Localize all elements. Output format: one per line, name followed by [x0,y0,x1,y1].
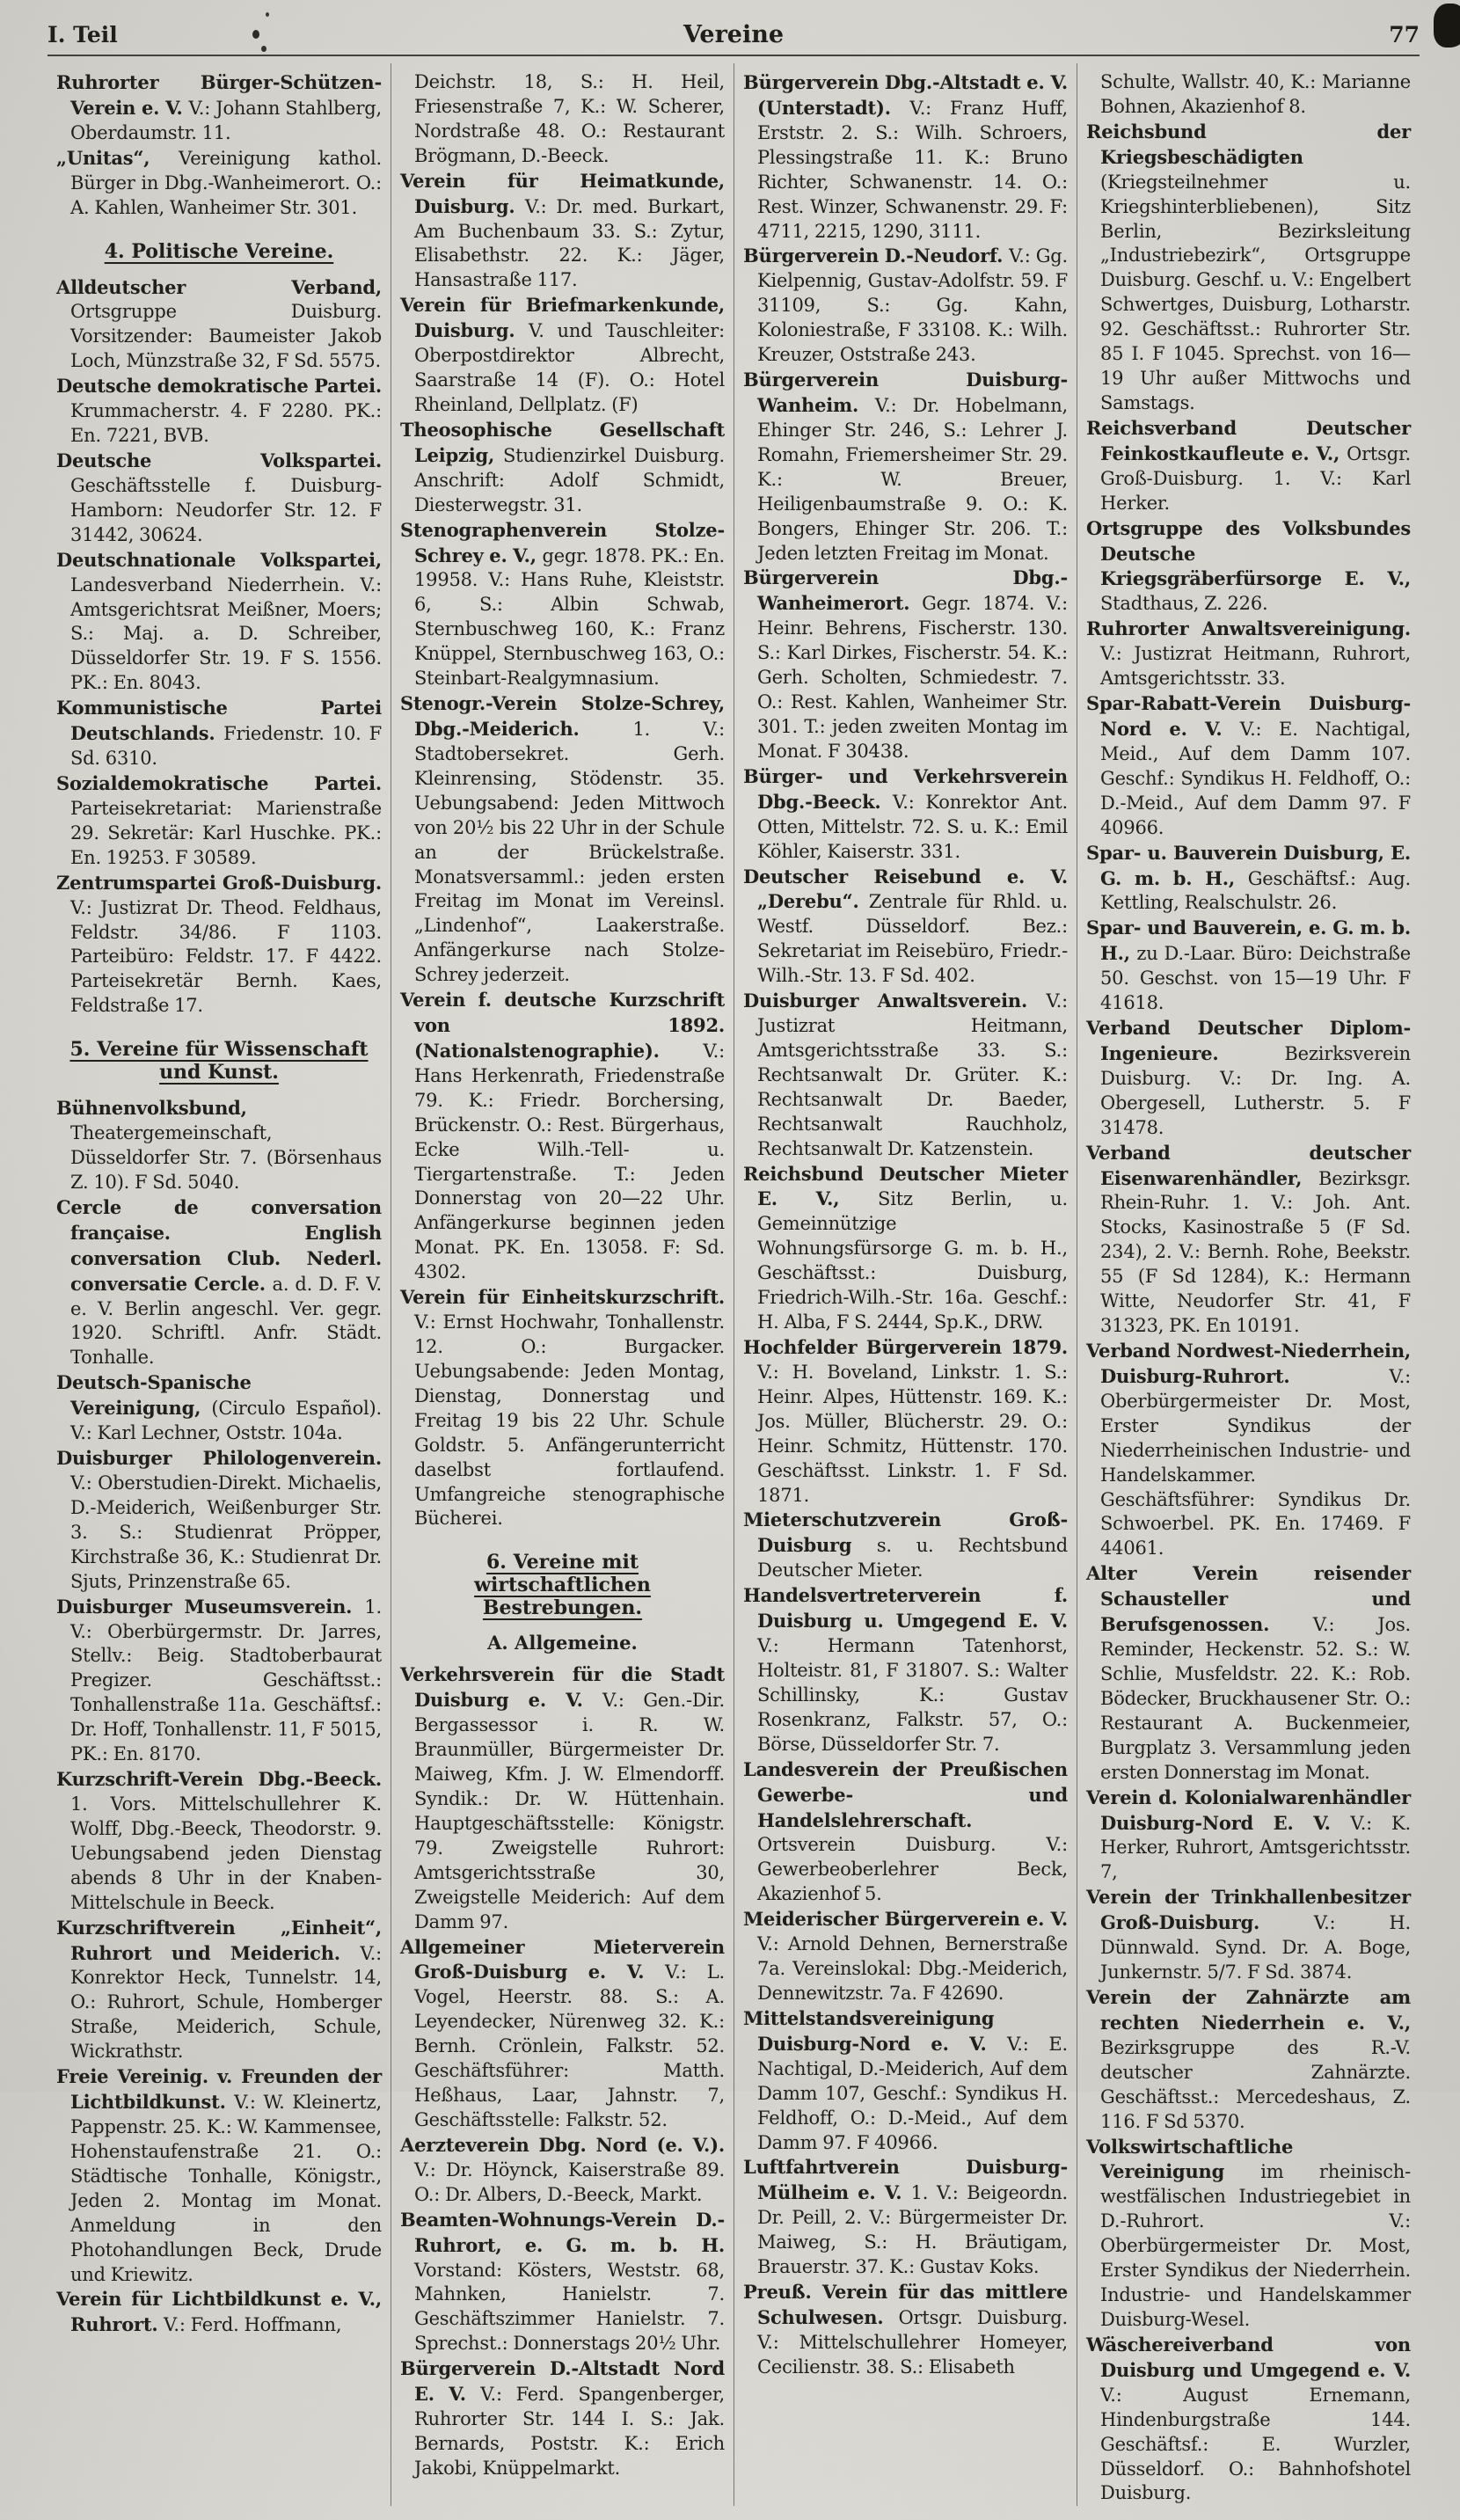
directory-entry: Volkswirtschaftliche Vereinigung im rheinisch-westfälischen Industriegebiet in D.-Ruhrort. V.: Oberbürgermeister Dr. Most, Erster Syndikus der Niederrhein. Industrie- und Handelskammer Duisburg-Wesel. [1086,2135,1411,2330]
directory-entry: Spar- u. Bauverein Duisburg, E. G. m. b. H., Geschäftsf.: Aug. Kettling, Realschulstr. 26. [1086,841,1411,914]
directory-entry: Hochfelder Bürgerverein 1879. V.: H. Boveland, Linkstr. 1. S.: Heinr. Alpes, Hüttenstr. 169. K.: Jos. Müller, Blücherstr. 29. O.: Heinr. Schmitz, Hüttenstr. 170. Geschäftsst. Linkstr. 1. F Sd. 1871. [743,1336,1068,1506]
directory-entry: Verband Deutscher Diplom-Ingenieure. Bezirksverein Duisburg. V.: Dr. Ing. A. Obergesell, Lutherstr. 5. F 31478. [1086,1017,1411,1138]
scan-artifact [1434,4,1460,47]
entry-name: Verkehrsverein für die Stadt Duisburg e. V. [400,1663,725,1712]
section-heading: 4. Politische Vereine. [104,239,334,263]
entry-name: Bürger- und Verkehrsverein Dbg.-Beeck. [743,764,1068,813]
entry-name: Deutscher Reisebund e. V. „Derebu“. [743,865,1068,913]
entry-name: Deutsche demokratische Partei. [56,375,382,398]
entry-name: Aerzteverein Dbg. Nord (e. V.). [400,2133,725,2156]
directory-column-3 [734,63,1077,2506]
directory-entry: Verein f. deutsche Kurzschrift von 1892. (Nationalstenographie). V.: Hans Herkenrath, Friedenstraße 79. K.: Friedr. Borchersing, Brückenstr. O.: Rest. Bürgerhaus, Ecke Wilh.-Tell- u. Tiergartenstraße. T.: Jeden Donnerstag von 20—22 Uhr. Anfängerkurse beginnen jeden Monat. PK. En. 13058. F: Sd. 4302. [400,989,725,1283]
directory-entry: Preuß. Verein für das mittlere Schulwesen. Ortsgr. Duisburg. V.: Mittelschullehrer Homeyer, Cecilienstr. 38. S.: Elisabeth [743,2281,1068,2378]
entry-name: Zentrumspartei Groß-Duisburg. [56,871,382,894]
page-title: Vereine [683,21,785,48]
entry-name: Wäschereiverband von Duisburg und Umgegend e. V. [1086,2333,1411,2381]
directory-entry: Zentrumspartei Groß-Duisburg. V.: Justizrat Dr. Theod. Feldhaus, Feldstr. 34/86. F 1103. Parteibüro: Feldstr. 17. F 4422. Parteisekretär Bernh. Kaes, Feldstraße 17. [56,871,382,1017]
entry-name: Bürgerverein D.-Neudorf. [743,245,1009,267]
directory-entry: Alldeutscher Verband, Ortsgruppe Duisburg. Vorsitzender: Baumeister Jakob Loch, Münzstraße 32, F Sd. 5575. [56,275,382,372]
entry-name: Verband Nordwest-Niederrhein, Duisburg-Ruhrort. [1086,1340,1411,1387]
directory-column-1 [47,63,391,2506]
entry-name: Ruhrorter Anwaltsvereinigung. [1086,617,1411,640]
entry-name: Alter Verein reisender Schausteller und Berufsgenossen. [1086,1562,1411,1636]
directory-entry: „Unitas“, Vereinigung kathol. Bürger in Dbg.-Wanheimerort. O.: A. Kahlen, Wanheimer Str. 301. [56,146,383,218]
entry-name: Preuß. Verein für das mittlere Schulwesen. [743,2281,1068,2328]
entry-name: Meiderischer Bürgerverein e. V. [743,1908,1068,1931]
entry-name: Hochfelder Bürgerverein 1879. [743,1336,1068,1359]
entry-name: Sozialdemokratische Partei. [56,771,382,794]
entry-name: Freie Vereinig. v. Freunden der Lichtbildkunst. [56,2065,382,2114]
entry-name: Deutsche Volkspartei. [56,449,382,471]
entry-name: Mittelstandsvereinigung Duisburg-Nord e. V. [743,2006,1007,2055]
directory-entry: Stenogr.-Verein Stolze-Schrey, Dbg.-Meiderich. 1. V.: Stadtobersekret. Gerh. Kleinrensing, Stödenstr. 35. Uebungsabend: Jeden Mittwoch von 20½ bis 22 Uhr in der Schule an der Brückelstraße. Monatsversamml.: jeden ersten Freitag im Monat im Vereinsl. „Lindenhof“, Laakerstraße. Anfängerkurse nach Stolze-Schrey jederzeit. [400,692,725,986]
entry-name: Beamten-Wohnungs-Verein D.-Ruhrort, e. G. m. b. H. [400,2208,725,2256]
directory-entry: Kommunistische Partei Deutschlands. Friedenstr. 10. F Sd. 6310. [56,697,382,770]
section-heading: 6. Vereine mit wirtschaftlichen Bestrebungen. [474,1551,651,1620]
directory-columns [47,63,1420,2506]
directory-entry: Luftfahrtverein Duisburg-Mülheim e. V. 1. V.: Beigeordn. Dr. Peill, 2. V.: Bürgermeister Dr. Maiweg, S.: H. Bräutigam, Brauerstr. 37. K.: Gustav Koks. [743,2156,1068,2278]
directory-entry: Freie Vereinig. v. Freunden der Lichtbildkunst. V.: W. Kleinertz, Pappenstr. 25. K.: W. Kammensee, Hohenstaufenstraße 21. O.: Städtische Tonhalle, Königstr., Jeden 2. Montag im Monat. Anmeldung in den Photohandlungen Beck, Drude und Kriewitz. [56,2065,382,2285]
directory-entry: Handelsvertreterverein f. Duisburg u. Umgegend E. V. V.: Hermann Tatenhorst, Holteistr. 81, F 31807. S.: Walter Schillinsky, K.: Gustav Rosenkranz, Falkstr. 57, O.: Börse, Düsseldorfer Str. 7. [743,1584,1068,1755]
entry-continuation: Schulte, Wallstr. 40, K.: Marianne Bohnen, Akazienhof 8. [1100,71,1411,117]
directory-entry: Deutsche Volkspartei. Geschäftsstelle f. Duisburg-Hamborn: Neudorfer Str. 12. F 31442, 30624. [56,449,382,545]
entry-name: Verein für Briefmarkenkunde, Duisburg. [400,294,725,342]
directory-column-2 [391,63,734,2506]
entry-name: Spar- und Bauverein, e. G. m. b. H., [1086,917,1411,965]
section-heading: 5. Vereine für Wissenschaft und Kunst. [69,1038,369,1085]
directory-entry: Bürgerverein Dbg.-Altstadt e. V. (Unterstadt). V.: Franz Huff, Erststr. 2. S.: Wilh. Schroers, Plessingstraße 11. K.: Bruno Richter, Schwanenstr. 14. O.: Rest. Winzer, Schwanenstr. 29. F: 4711, 2215, 1290, 3111. [743,71,1068,242]
entry-name: Reichsbund der Kriegsbeschädigten [1086,120,1411,168]
entry-name: Volkswirtschaftliche Vereinigung [1086,2135,1294,2183]
directory-entry: Deutschnationale Volkspartei, Landesverband Niederrhein. V.: Amtsgerichtsrat Meißner, Moers; S.: Maj. a. D. Schreiber, Düsseldorfer Str. 19. F S. 1556. PK.: En. 8043. [56,548,382,694]
entry-name: Deutsch-Spanische Vereinigung, [56,1371,252,1420]
entry-name: Verein für Einheitskurzschrift. [400,1286,725,1309]
directory-entry: Bürger- und Verkehrsverein Dbg.-Beeck. V.: Konrektor Ant. Otten, Mittelstr. 72. S. u. K.: Emil Köhler, Kaiserstr. 331. [743,764,1068,862]
entry-name: Ortsgruppe des Volksbundes Deutsche Kriegsgräberfürsorge E. V., [1086,516,1411,590]
directory-entry: Ruhrorter Bürger-Schützen-Verein e. V. V.: Johann Stahlberg, Oberdaumstr. 11. [56,71,382,143]
entry-name: „Unitas“, [56,146,179,169]
entry-name: Verband Deutscher Diplom-Ingenieure. [1086,1017,1411,1064]
page-number: 77 [1389,22,1420,47]
directory-entry: Verein für Einheitskurzschrift. V.: Ernst Hochwahr, Tonhallenstr. 12. O.: Burgacker. Uebungsabende: Jeden Montag, Dienstag, Donnerstag und Freitag 19 bis 22 Uhr. Schule Goldstr. 5. Anfängerunterricht daselbst fortlaufend. Umfangreiche stenographische Bücherei. [400,1286,725,1530]
directory-entry: Verein für Heimatkunde, Duisburg. V.: Dr. med. Burkart, Am Buchenbaum 33. S.: Zytur, Elisabethstr. 22. K.: Jäger, Hansastraße 117. [400,169,725,291]
directory-entry: Aerzteverein Dbg. Nord (e. V.). V.: Dr. Höynck, Kaiserstraße 89. O.: Dr. Albers, D.-Beeck, Markt. [400,2133,725,2205]
entry-name: Duisburger Anwaltsverein. [743,990,1047,1012]
directory-entry: Theosophische Gesellschaft Leipzig, Studienzirkel Duisburg. Anschrift: Adolf Schmidt, Diesterwegstr. 31. [400,418,725,515]
entry-name: Kurzschriftverein „Einheit“, Ruhrort und Meiderich. [56,1916,382,1964]
directory-entry: Reichsverband Deutscher Feinkostkaufleute e. V., Ortsgr. Groß-Duisburg. 1. V.: Karl Herker. [1086,416,1411,514]
directory-entry: Verein für Lichtbildkunst e. V., Ruhrort. V.: Ferd. Hoffmann, [56,2288,382,2336]
entry-name: Bürgerverein Dbg.-Wanheimerort. [743,566,1068,615]
directory-entry: Verein der Zahnärzte am rechten Niederrhein e. V., Bezirksgruppe des R.-V. deutscher Zahnärzte. Geschäftsst.: Mercedeshaus, Z. 116. F Sd 5370. [1086,1985,1411,2132]
directory-entry: Mittelstandsvereinigung Duisburg-Nord e. V. V.: E. Nachtigal, D.-Meiderich, Auf dem Damm 107, Geschf.: Syndikus H. Feldhoff, O.: D.-Meid., Auf dem Damm 97. F 40966. [743,2006,1068,2153]
directory-entry: Verband Nordwest-Niederrhein, Duisburg-Ruhrort. V.: Oberbürgermeister Dr. Most, Erster Syndikus der Niederrheinischen Industrie- und Handelskammer. Geschäftsführer: Syndikus Dr. Schwoerbel. PK. En. 17469. F 44061. [1086,1340,1411,1559]
directory-entry: Spar-Rabatt-Verein Duisburg-Nord e. V. V.: E. Nachtigal, Meid., Auf dem Damm 107. Geschf.: Syndikus H. Feldhoff, O.: D.-Meid., Auf dem Damm 97. F 40966. [1086,692,1411,838]
directory-entry: Allgemeiner Mieterverein Groß-Duisburg e. V. V.: L. Vogel, Heerstr. 88. S.: A. Leyendecker, Nürenweg 32. K.: Bernh. Crönlein, Falkstr. 52. Geschäftsführer: Matth. Heßhaus, Laar, Jahnstr. 7, Geschäftsstelle: Falkstr. 52. [400,1935,725,2130]
entry-name: Duisburger Philologenverein. [56,1447,382,1470]
directory-entry: Bürgerverein Dbg.-Wanheimerort. Gegr. 1874. V.: Heinr. Behrens, Fischerstr. 130. S.: Karl Dirkes, Fischerstr. 54. K.: Gerh. Scholten, Schmiedestr. 7. O.: Rest. Kahlen, Wanheimer Str. 301. T.: jeden zweiten Montag im Monat. F 30438. [743,566,1068,762]
directory-entry: Bürgerverein D.-Altstadt Nord E. V. V.: Ferd. Spangenberger, Ruhrorter Str. 144 I. S.: Jak. Bernards, Poststr. K.: Erich Jakobi, Knüppelmarkt. [400,2357,725,2479]
directory-column-4 [1077,63,1420,2506]
directory-entry: Stenographenverein Stolze-Schrey e. V., gegr. 1878. PK.: En. 19958. V.: Hans Ruhe, Kleiststr. 6, S.: Albin Schwab, Sternbuschweg 160, K.: Franz Knüppel, Sternbuschweg 163, O.: Steinbart-Realgymnasium. [400,518,725,690]
directory-entry: Verein der Trinkhallenbesitzer Groß-Duisburg. V.: H. Dünnwald. Synd. Dr. A. Boge, Junkernstr. 5/7. F Sd. 3874. [1086,1886,1411,1983]
entry-name: Deutschnationale Volkspartei, [56,548,382,571]
entry-name: Spar-Rabatt-Verein Duisburg-Nord e. V. [1086,692,1411,740]
entry-name: Cercle de conversation française. English conversation Club. Nederl. conversatie Cercle. [56,1195,382,1295]
entry-name: Reichsbund Deutscher Mieter E. V., [743,1162,1068,1210]
scan-artifact [261,46,266,52]
directory-entry: Verein für Briefmarkenkunde, Duisburg. V. und Tauschleiter: Oberpostdirektor Albrecht, Saarstraße 14 (F). O.: Hotel Rheinland, Dellplatz. (F) [400,294,725,415]
directory-entry: Reichsbund Deutscher Mieter E. V., Sitz Berlin, u. Gemeinnützige Wohnungsfürsorge G. m. b. H., Geschäftsst.: Duisburg, Friedrich-Wilh.-Str. 16a. Geschf.: H. Alba, F S. 2444, Sp.K., DRW. [743,1162,1068,1333]
entry-name: Stenogr.-Verein Stolze-Schrey, Dbg.-Meiderich. [400,692,725,740]
entry-name: Kommunistische Partei Deutschlands. [56,697,382,745]
entry-name: Verein der Trinkhallenbesitzer Groß-Duisburg. [1086,1886,1411,1934]
directory-entry: Ruhrorter Anwaltsvereinigung. V.: Justizrat Heitmann, Ruhrort, Amtsgerichtsstr. 33. [1086,617,1411,690]
directory-entry: Verkehrsverein für die Stadt Duisburg e. V. V.: Gen.-Dir. Bergassessor i. R. W. Braunmüller, Bürgermeister Dr. Maiweg, Kfm. J. W. Elmendorff. Syndik.: Dr. W. Hüttenhain. Hauptgeschäftsstelle: Königstr. 79. Zweigstelle Ruhrort: Amtsgerichtsstraße 30, Zweigstelle Meiderich: Auf dem Damm 97. [400,1663,725,1932]
directory-entry: Spar- und Bauverein, e. G. m. b. H., zu D.-Laar. Büro: Deichstraße 50. Geschst. von 15—19 Uhr. F 41618. [1086,917,1412,1014]
entry-continuation: Deichstr. 18, S.: H. Heil, Friesenstraße 7, K.: W. Scherer, Nordstraße 48. O.: Restaurant Brögmann, D.-Beeck. [414,71,725,166]
entry-name: Verband deutscher Eisenwarenhändler, [1086,1141,1411,1189]
entry-name: Spar- u. Bauverein Duisburg, E. G. m. b. H., [1086,841,1411,889]
directory-entry: Wäschereiverband von Duisburg und Umgegend e. V. V.: August Ernemann, Hindenburgstraße 144. Geschäftsf.: E. Wurzler, Düsseldorf. O.: Bahnhofshotel Duisburg. [1086,2333,1411,2504]
entry-name: Bürgerverein D.-Altstadt Nord E. V. [400,2357,725,2406]
directory-entry: Alter Verein reisender Schausteller und Berufsgenossen. V.: Jos. Reminder, Heckenstr. 52. S.: W. Schlie, Musfeldstr. 22. K.: Rob. Bödecker, Bruckhausener Str. O.: Restaurant A. Buckenmeier, Burgplatz 3. Versammlung jeden ersten Donnerstag im Monat. [1086,1562,1412,1783]
entry-name: Theosophische Gesellschaft Leipzig, [400,418,725,466]
entry-name: Verein d. Kolonialwarenhändler Duisburg-Nord E. V. [1086,1786,1411,1834]
directory-entry: Beamten-Wohnungs-Verein D.-Ruhrort, e. G. m. b. H. Vorstand: Kösters, Weststr. 68, Mahnken, Hanielstr. 7. Geschäftszimmer Hanielstr. 7. Sprechst.: Donnerstags 20½ Uhr. [400,2208,725,2355]
directory-entry: Cercle de conversation française. English conversation Club. Nederl. conversatie Cercle. a. d. D. F. V. e. V. Berlin angeschl. Ver. gegr. 1920. Schriftl. Anfr. Städt. Tonhalle. [56,1195,382,1369]
directory-entry: Bühnenvolksbund, Theatergemeinschaft, Düsseldorfer Str. 7. (Börsenhaus Z. 10). F Sd. 5040. [56,1097,382,1193]
entry-name: Landesverein der Preußischen Gewerbe- und Handelslehrerschaft. [743,1757,1068,1831]
entry-name: Verein für Lichtbildkunst e. V., Ruhrort. [56,2288,382,2336]
directory-entry: Kurzschrift-Verein Dbg.-Beeck. 1. Vors. Mittelschullehrer K. Wolff, Dbg.-Beeck, Theodorstr. 9. Uebungsabend jeden Dienstag abends 8 Uhr in der Knaben-Mittelschule in Beeck. [56,1768,382,1913]
directory-entry: Deutsche demokratische Partei. Krummacherstr. 4. F 2280. PK.: En. 7221, BVB. [56,375,382,447]
directory-entry: Deutscher Reisebund e. V. „Derebu“. Zentrale für Rhld. u. Westf. Düsseldorf. Bez.: Sekretariat im Reisebüro, Friedr.-Wilh.-Str. 13. F Sd. 402. [743,865,1068,987]
entry-name: Reichsverband Deutscher Feinkostkaufleute e. V., [1086,416,1411,464]
directory-entry: Bürgerverein D.-Neudorf. V.: Gg. Kielpennig, Gustav-Adolfstr. 59. F 31109, S.: Gg. Kahn, Koloniestraße, F 33108. K.: Wilh. Kreuzer, Oststraße 243. [743,245,1068,366]
scan-artifact [266,12,269,17]
entry-name: Kurzschrift-Verein Dbg.-Beeck. [56,1768,382,1791]
directory-entry: Mieterschutzverein Groß-Duisburg s. u. Rechtsbund Deutscher Mieter. [743,1508,1069,1581]
directory-entry: Bürgerverein Duisburg-Wanheim. V.: Dr. Hobelmann, Ehinger Str. 246, S.: Lehrer J. Romahn, Friemersheimer Str. 29. K.: W. Breuer, Heiligenbaumstraße 9. O.: K. Bongers, Ehinger Str. 206. T.: Jeden letzten Freitag im Monat. [743,369,1068,564]
page-header [47,21,1420,56]
directory-entry: Duisburger Anwaltsverein. V.: Justizrat Heitmann, Amtsgerichtsstraße 33. S.: Rechtsanwalt Dr. Grüter. K.: Rechtsanwalt Dr. Baeder, Rechtsanwalt Rauchholz, Rechtsanwalt Dr. Katzenstein. [743,990,1068,1159]
entry-name: Alldeutscher Verband, [56,275,382,298]
directory-entry: Sozialdemokratische Partei. Parteisekretariat: Marienstraße 29. Sekretär: Karl Huschke. PK.: En. 19253. F 30589. [56,771,382,868]
directory-entry: Deutsch-Spanische Vereinigung, (Circulo Español). V.: Karl Lechner, Oststr. 104a. [56,1371,382,1444]
entry-name: Bühnenvolksbund, [56,1097,247,1120]
directory-entry: Duisburger Museumsverein. 1. V.: Oberbürgermstr. Dr. Jarres, Stellv.: Beig. Stadtoberbaurat Pregizer. Geschäftsst.: Tonhallenstraße 11a. Geschäftsf.: Dr. Hoff, Tonhallenstr. 11, F 5015, PK.: En. 8170. [56,1595,382,1765]
entry-name: Bürgerverein Dbg.-Altstadt e. V. (Unterstadt). [743,71,1068,119]
entry-name: Duisburger Museumsverein. [56,1595,365,1618]
entry-name: Bürgerverein Duisburg-Wanheim. [743,369,1068,416]
entry-name: Stenographenverein Stolze-Schrey e. V., [400,518,725,566]
directory-entry: Duisburger Philologenverein. V.: Oberstudien-Direkt. Michaelis, D.-Meiderich, Weißenburger Str. 3. S.: Studienrat Pröpper, Kirchstraße 36, K.: Studienrat Dr. Sjuts, Prinzenstraße 65. [56,1447,382,1592]
entry-name: Mieterschutzverein Groß-Duisburg [743,1508,1068,1557]
entry-name: Allgemeiner Mieterverein Groß-Duisburg e. V. [400,1935,725,1983]
directory-entry: Verein d. Kolonialwarenhändler Duisburg-Nord E. V. V.: K. Herker, Ruhrort, Amtsgerichtsstr. 7, [1086,1786,1412,1883]
entry-name: Ruhrorter Bürger-Schützen-Verein e. V. [56,71,382,119]
entry-name: Verein der Zahnärzte am rechten Niederrhein e. V., [1086,1985,1411,2034]
subsection-heading: A. Allgemeine. [487,1632,638,1654]
entry-name: Handelsvertreterverein f. Duisburg u. Umgegend E. V. [743,1584,1068,1633]
directory-entry: Landesverein der Preußischen Gewerbe- und Handelslehrerschaft. Ortsverein Duisburg. V.: Gewerbeoberlehrer Beck, Akazienhof 5. [743,1757,1068,1905]
directory-entry: Meiderischer Bürgerverein e. V. V.: Arnold Dehnen, Bernerstraße 7a. Vereinslokal: Dbg.-Meiderich, Dennewitzstr. 7a. F 42690. [743,1908,1068,2004]
directory-entry: Reichsbund der Kriegsbeschädigten (Kriegsteilnehmer u. Kriegshinterbliebenen), Sitz Berlin, Bezirksleitung „Industriebezirk“, Ortsgruppe Duisburg. Geschf. u. V.: Engelbert Schwertges, Duisburg, Lotharstr. 92. Geschäftsst.: Ruhrorter Str. 85 I. F 1045. Sprechst. von 16—19 Uhr außer Mittwochs und Samstags. [1086,120,1411,413]
entry-name: Verein f. deutsche Kurzschrift von 1892. (Nationalstenographie). [400,989,725,1062]
page-part-label: I. Teil [47,22,118,47]
scan-artifact [252,30,259,39]
entry-name: Verein für Heimatkunde, Duisburg. [400,169,725,217]
entry-name: Luftfahrtverein Duisburg-Mülheim e. V. [743,2156,1068,2204]
directory-entry: Kurzschriftverein „Einheit“, Ruhrort und Meiderich. V.: Konrektor Heck, Tunnelstr. 14, O.: Ruhrort, Schule, Homberger Straße, Meiderich, Schule, Wickrathstr. [56,1916,382,2063]
directory-entry: Verband deutscher Eisenwarenhändler, Bezirksgr. Rhein-Ruhr. 1. V.: Joh. Ant. Stocks, Kasinostraße 5 (F Sd. 234), 2. V.: Bernh. Rohe, Beekstr. 55 (F Sd 1284), K.: Hermann Witte, Neudorfer Str. 41, F 31323, PK. En 10191. [1086,1141,1411,1337]
directory-entry: Ortsgruppe des Volksbundes Deutsche Kriegsgräberfürsorge E. V., Stadthaus, Z. 226. [1086,516,1411,615]
